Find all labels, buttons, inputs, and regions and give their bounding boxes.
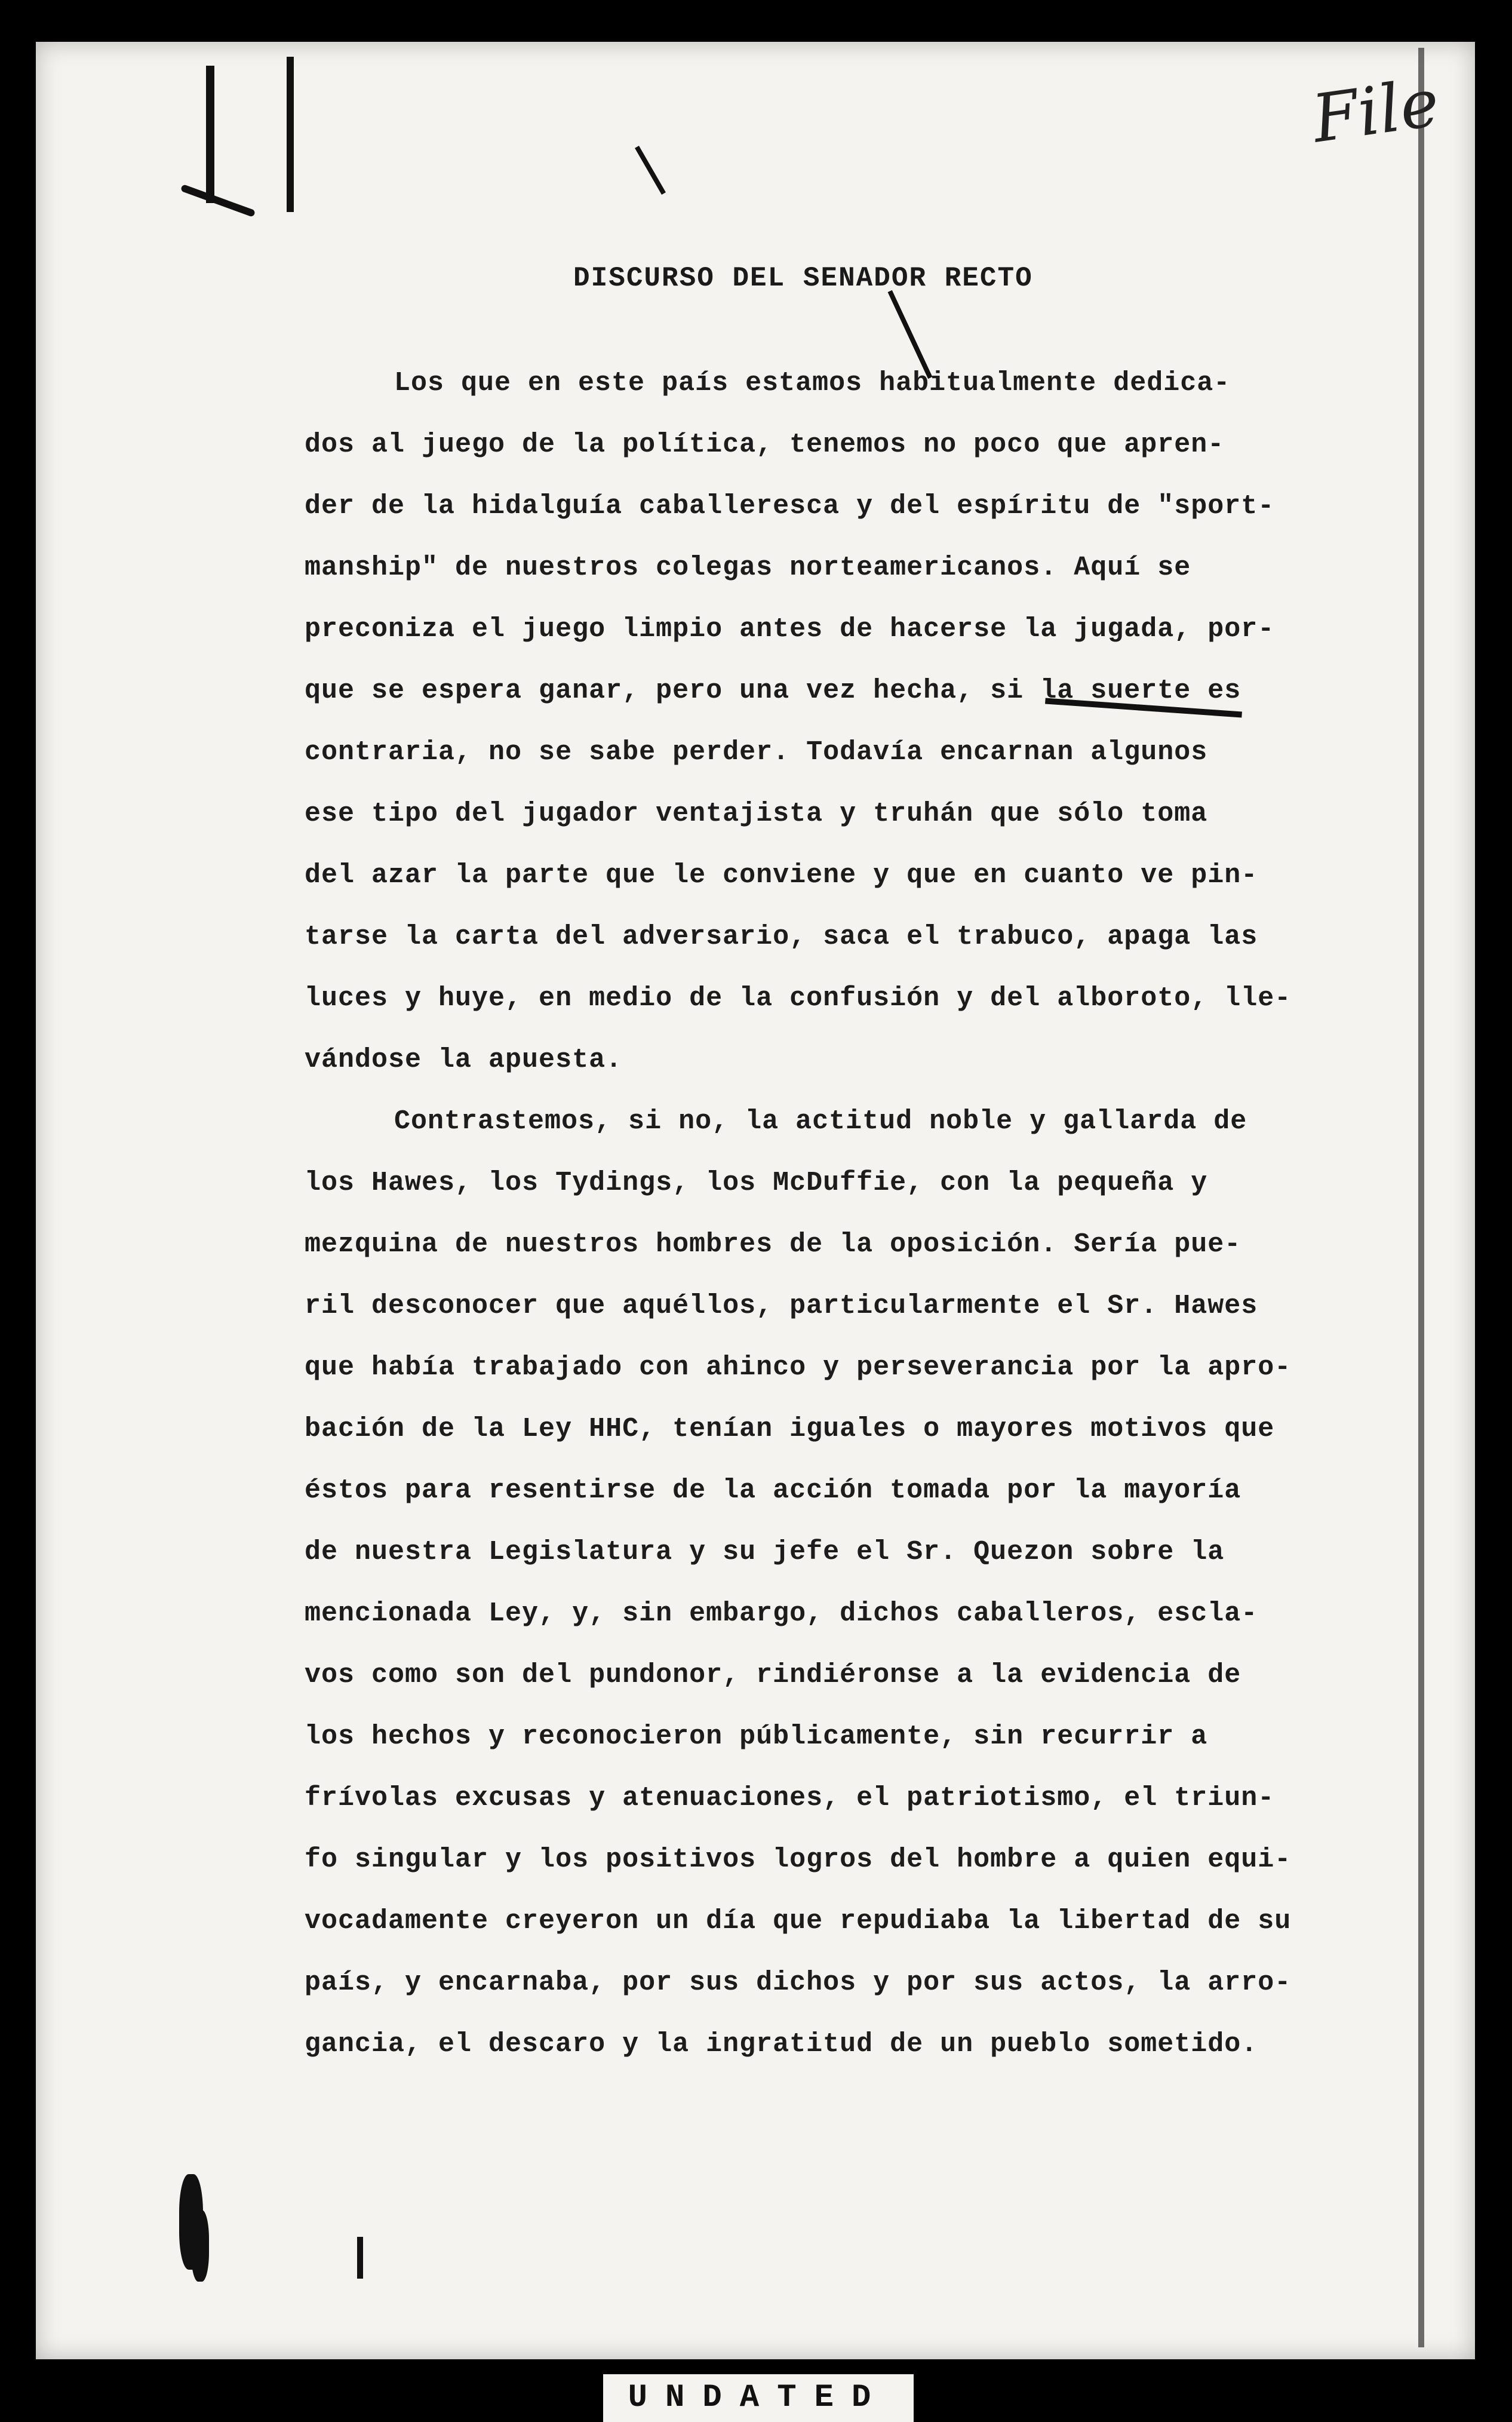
text-line: que se espera ganar, pero una vez hecha, si la suerte es: [305, 676, 1241, 706]
text-line: contraria, no se sabe perder. Todavía encarnan algunos: [305, 737, 1208, 768]
text-line: éstos para resentirse de la acción tomada por la mayoría: [305, 1475, 1241, 1506]
text-line: der de la hidalguía caballeresca y del espíritu de "sport-: [305, 491, 1275, 521]
ink-blot: [191, 2210, 209, 2282]
ink-stroke: [357, 2237, 363, 2279]
document-title: DISCURSO DEL SENADOR RECTO: [573, 263, 1033, 294]
undated-label: UNDATED: [603, 2374, 914, 2422]
text-line: vocadamente creyeron un día que repudiaba la libertad de su: [305, 1906, 1292, 1936]
text-line: vos como son del pundonor, rindiéronse a la evidencia de: [305, 1660, 1241, 1690]
text-line: país, y encarnaba, por sus dichos y por sus actos, la arro-: [305, 1967, 1292, 1998]
text-line: Contrastemos, si no, la actitud noble y gallarda de: [394, 1106, 1247, 1137]
text-line: ese tipo del jugador ventajista y truhán que sólo toma: [305, 799, 1208, 829]
text-line: vándose la apuesta.: [305, 1045, 623, 1075]
text-line: luces y huye, en medio de la confusión y del alboroto, lle-: [305, 983, 1292, 1014]
text-line: Los que en este país estamos habitualmente dedica-: [394, 368, 1231, 398]
text-line: preconiza el juego limpio antes de hacerse la jugada, por-: [305, 614, 1275, 644]
text-line: mencionada Ley, y, sin embargo, dichos caballeros, escla-: [305, 1598, 1258, 1629]
handwritten-note: File: [1307, 64, 1444, 158]
text-line: de nuestra Legislatura y su jefe el Sr. Quezon sobre la: [305, 1537, 1225, 1567]
ink-stroke: [287, 57, 294, 212]
text-line: mezquina de nuestros hombres de la oposición. Sería pue-: [305, 1229, 1241, 1260]
text-line: los hechos y reconocieron públicamente, sin recurrir a: [305, 1721, 1208, 1752]
ink-stroke: [1418, 48, 1424, 2347]
text-line: frívolas excusas y atenuaciones, el patriotismo, el triun-: [305, 1783, 1275, 1813]
text-line: manship" de nuestros colegas norteamericanos. Aquí se: [305, 552, 1191, 583]
document-body: [305, 352, 1379, 2075]
text-line: dos al juego de la política, tenemos no poco que apren-: [305, 429, 1225, 460]
ink-stroke: [206, 66, 214, 203]
text-line: del azar la parte que le conviene y que en cuanto ve pin-: [305, 860, 1258, 891]
text-line: que había trabajado con ahinco y perseverancia por la apro-: [305, 1352, 1292, 1383]
text-line: los Hawes, los Tydings, los McDuffie, con la pequeña y: [305, 1168, 1208, 1198]
text-line: gancia, el descaro y la ingratitud de un pueblo sometido.: [305, 2029, 1258, 2059]
text-line: tarse la carta del adversario, saca el trabuco, apaga las: [305, 922, 1258, 952]
text-line: bación de la Ley HHC, tenían iguales o mayores motivos que: [305, 1414, 1275, 1444]
text-line: ril desconocer que aquéllos, particularmente el Sr. Hawes: [305, 1291, 1258, 1321]
text-line: fo singular y los positivos logros del hombre a quien equi-: [305, 1844, 1292, 1875]
